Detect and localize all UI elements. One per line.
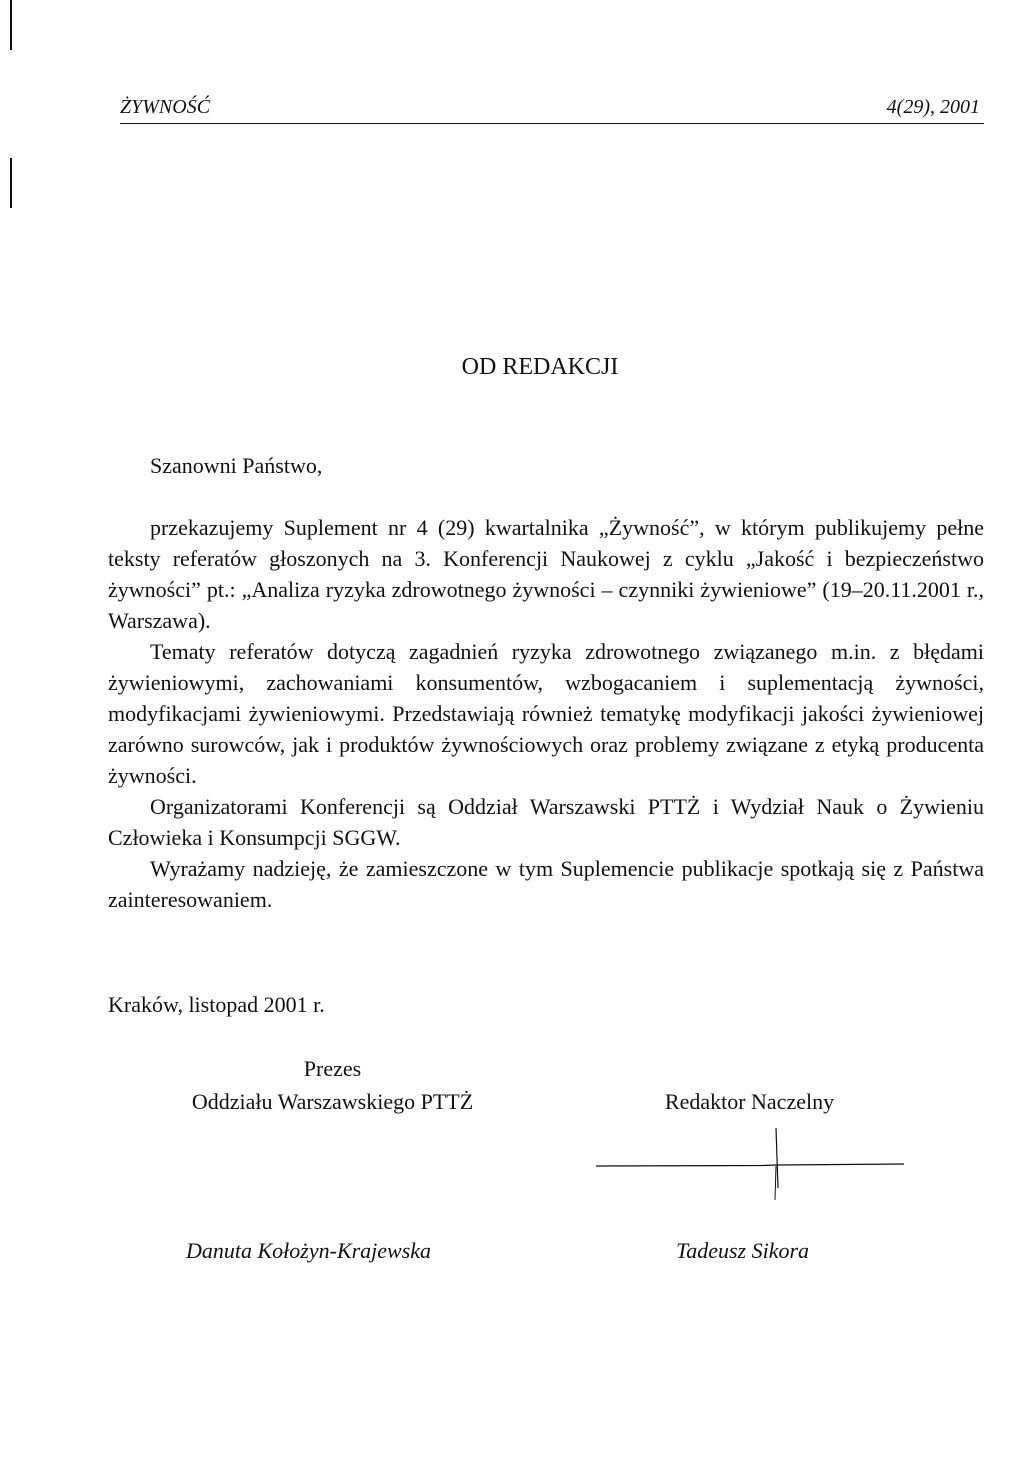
place-and-date: Kraków, listopad 2001 r. — [108, 992, 325, 1017]
right-signatory-name: Tadeusz Sikora — [676, 1238, 810, 1263]
header-rule — [120, 123, 984, 124]
journal-name: ŻYWNOŚĆ — [120, 96, 211, 118]
paragraph-organizers: Organizatorami Konferencji są Oddział Warszawski PTTŻ i Wydział Nauk o Żywieniu Człowieka i Konsumpcji SGGW. — [108, 794, 984, 850]
paragraph-supplement-intro: przekazujemy Suplement nr 4 (29) kwartalnika „Żywność”, w którym publikujemy pełne teksty referatów głoszonych na 3. Konferencji Naukowej z cyklu „Jakość i bezpieczeństwo żywności” pt.: „Analiza ryzyka zdrowotnego żywności – czynniki żywieniowe” (19–20.11.2001 r., Warszawa). — [108, 515, 984, 633]
letter-body — [108, 512, 984, 915]
left-signatory-name: Danuta Kołożyn-Krajewska — [186, 1238, 432, 1263]
running-header — [120, 96, 984, 126]
issue-number: 4(29), 2001 — [886, 96, 980, 118]
scan-edge-mark-middle — [10, 158, 12, 208]
paragraph-closing: Wyrażamy nadzieję, że zamieszczone w tym Suplemencie publikacje spotkają się z Państwa zainteresowaniem. — [108, 856, 984, 912]
handwritten-signature-mark — [590, 1128, 910, 1200]
page-title: OD REDAKCJI — [461, 354, 619, 380]
scan-edge-mark-top — [10, 0, 12, 50]
left-signatory-organization: Oddziału Warszawskiego PTTŻ — [191, 1089, 474, 1114]
salutation: Szanowni Państwo, — [150, 453, 323, 478]
paragraph-topics: Tematy referatów dotyczą zagadnień ryzyka zdrowotnego związanego m.in. z błędami żywieniowymi, zachowaniami konsumentów, wzbogacaniem i suplementacją żywności, modyfikacjami żywieniowymi. Przedstawiają również tematykę modyfikacji jakości żywieniowej zarówno surowców, jak i produktów żywnościowych oraz problemy związane z etyką producenta żywności. — [108, 639, 984, 788]
right-signatory-role: Redaktor Naczelny — [664, 1089, 835, 1114]
left-signatory-role: Prezes — [303, 1056, 362, 1081]
